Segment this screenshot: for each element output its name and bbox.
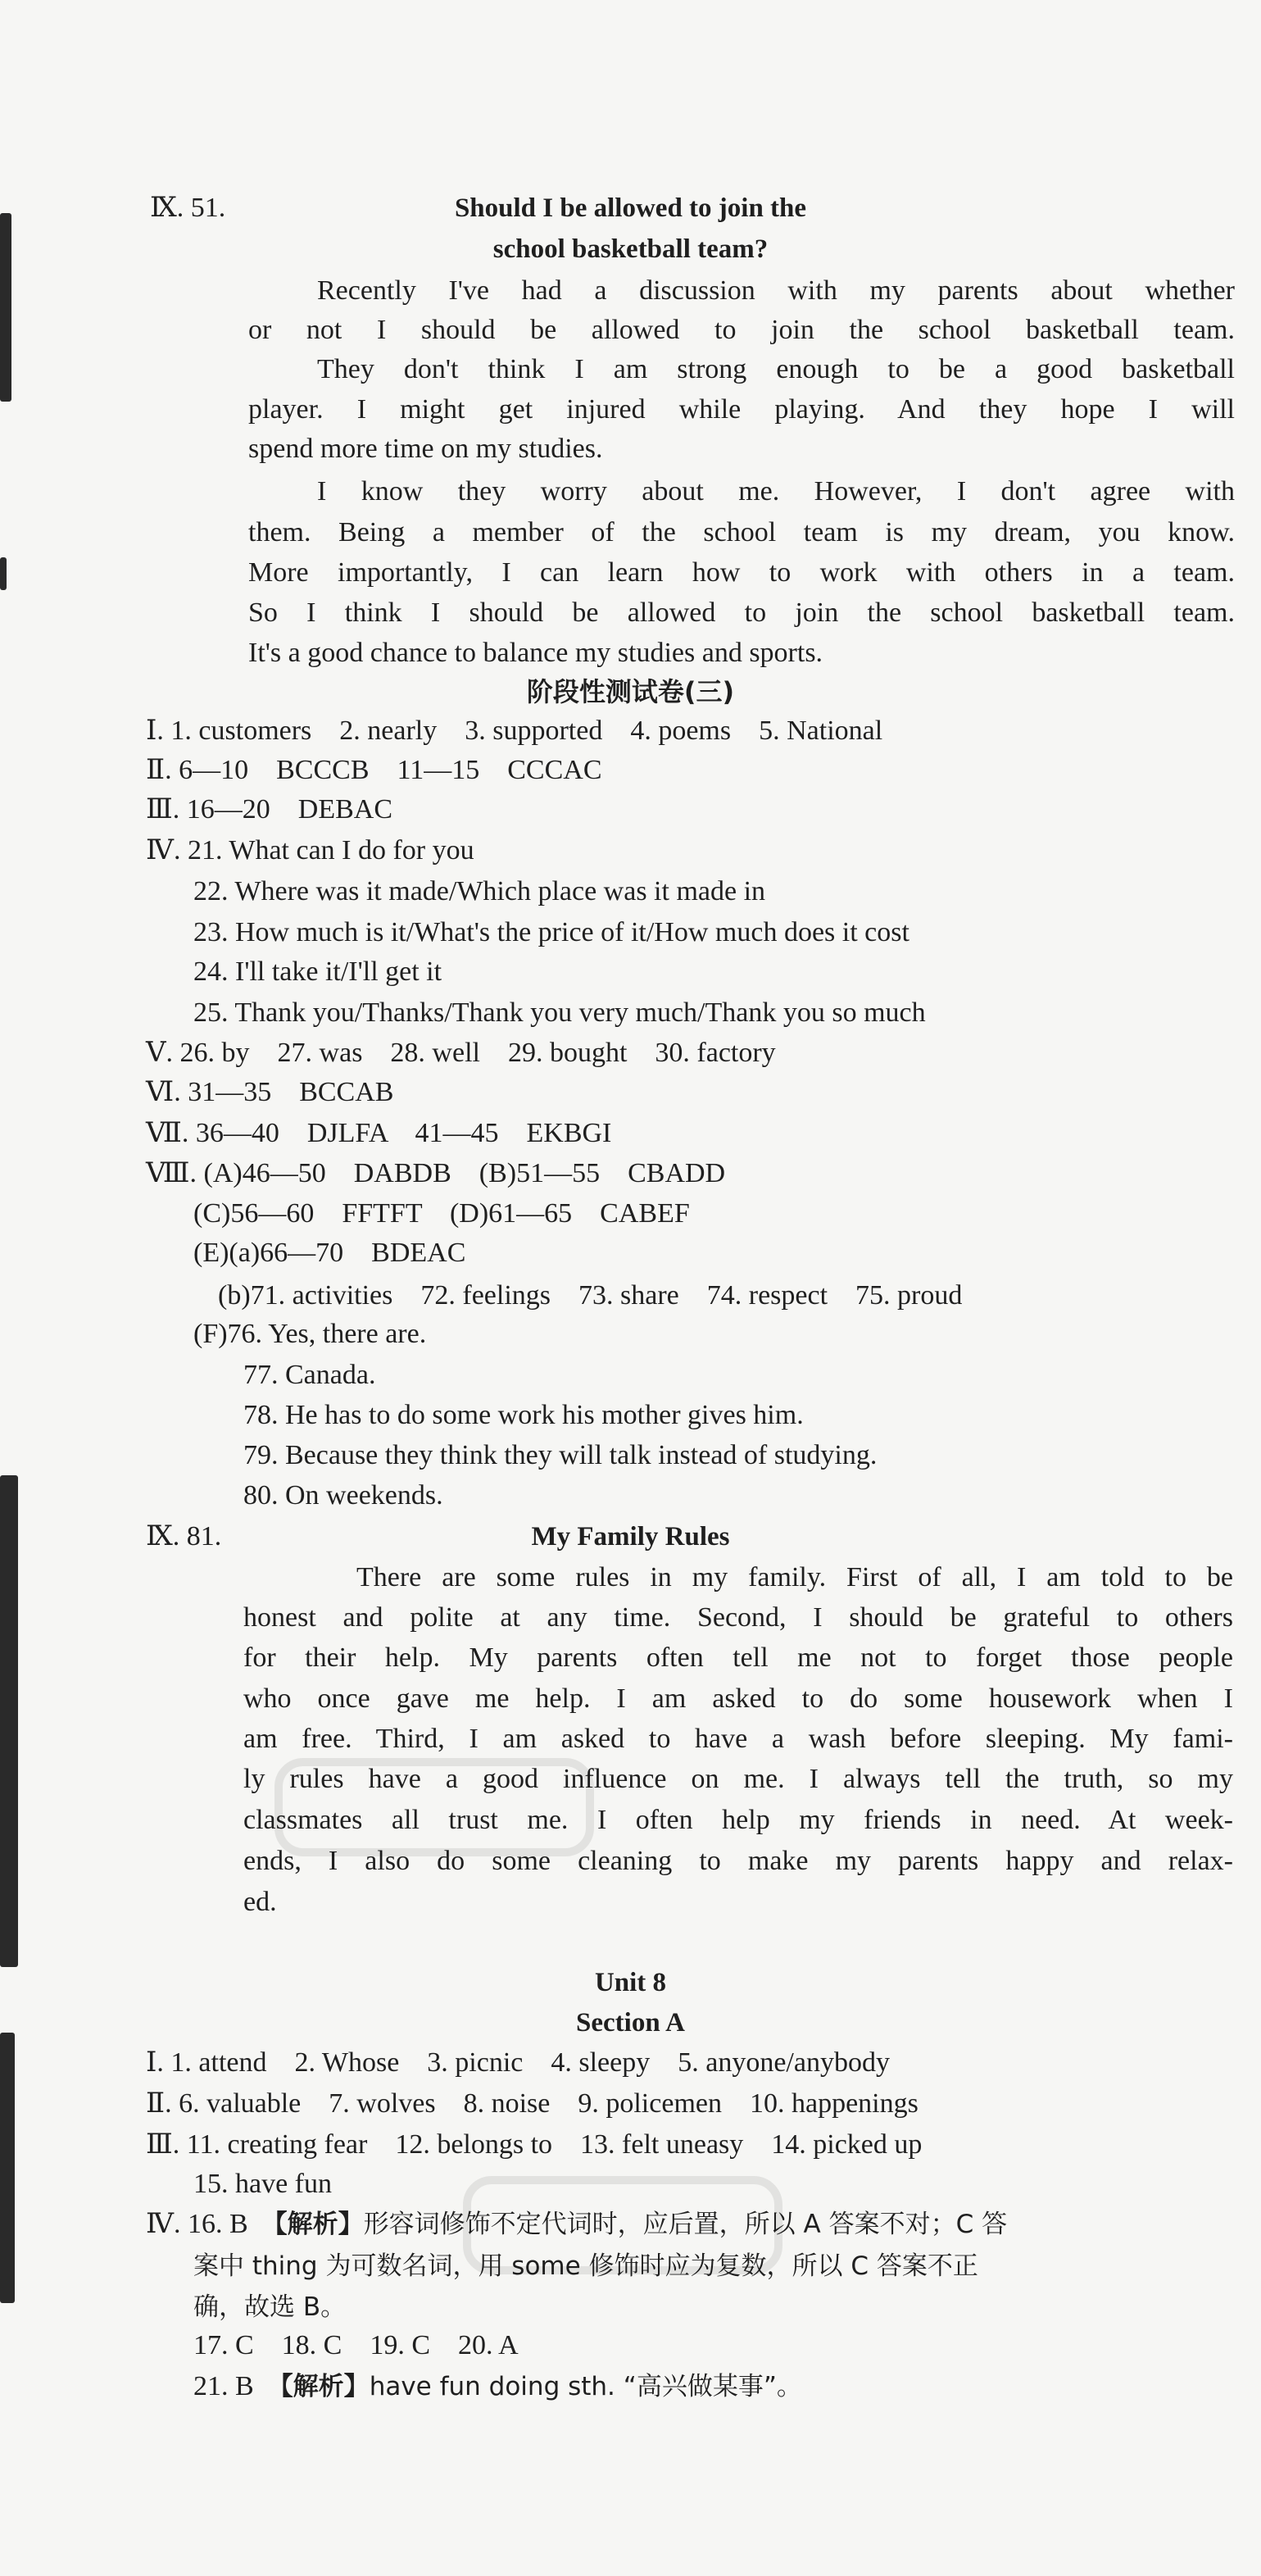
essay-line: They don't think I am strong enough to be a good basketball [317,354,1235,384]
question-number: Ⅸ. 51. [150,193,226,223]
answer-number: Ⅳ. 16. B [146,2209,262,2239]
answer-line: 22. Where was it made/Which place was it made in [193,876,766,906]
essay-line: There are some rules in my family. First of all, I am told to be [356,1562,1233,1592]
essay-line: player. I might get injured while playing. And they hope I will [248,394,1235,425]
answer-line: Ⅱ. 6. valuable 7. wolves 8. noise 9. policemen 10. happenings [146,2088,919,2119]
test-title: 阶段性测试卷(三) [526,676,735,707]
essay-line: honest and polite at any time. Second, I should be grateful to others [243,1602,1233,1633]
answer-line: Ⅲ. 11. creating fear 12. belongs to 13. felt uneasy 14. picked up [146,2129,923,2160]
analysis-text: 形容词修饰不定代词时，应后置，所以 A 答案不对；C 答 [363,2210,1008,2239]
answer-line: Ⅲ. 16—20 DEBAC [146,794,393,825]
analysis-text: 确，故选 B。 [193,2292,347,2322]
essay-title: Should I be allowed to join the [454,193,807,223]
scan-edge-mark [0,2033,15,2303]
essay-line: More importantly, I can learn how to work with others in a team. [248,557,1235,588]
answer-line: Ⅰ. 1. attend 2. Whose 3. picnic 4. sleepy 5. anyone/anybody [146,2047,890,2078]
scan-edge-mark [0,557,7,590]
answer-line: 15. have fun [193,2169,333,2199]
section-title: Section A [576,2008,685,2038]
unit-title: Unit 8 [594,1968,667,1997]
answer-number: 21. B [193,2371,268,2401]
essay-line: classmates all trust me. I often help my friends in need. At week- [243,1805,1233,1835]
answer-line: 80. On weekends. [243,1480,443,1511]
essay-title: school basketball team? [492,234,769,264]
essay-line: So I think I should be allowed to join the school basketball team. [248,597,1235,628]
watermark-stamp [459,2164,787,2287]
essay-line: or not I should be allowed to join the school basketball team. [248,315,1235,345]
essay-line: It's a good chance to balance my studies and sports. [248,638,823,668]
answer-line: Ⅶ. 36—40 DJLFA 41—45 EKBGI [146,1118,612,1148]
essay-line: them. Being a member of the school team is my dream, you know. [248,517,1235,547]
essay-line: who once gave me help. I am asked to do some housework when I [243,1683,1233,1714]
essay-title: My Family Rules [531,1522,730,1552]
essay-line: for their help. My parents often tell me not to forget those people [243,1642,1233,1673]
essay-line: ly rules have a good influence on me. I always tell the truth, so my [243,1764,1233,1794]
essay-line: Recently I've had a discussion with my parents about whether [317,275,1235,306]
analysis-text: 案中 thing 为可数名词，用 some 修饰时应为复数，所以 C 答案不正 [193,2251,978,2281]
essay-line: am free. Third, I am asked to have a wash before sleeping. My fami- [243,1724,1233,1754]
analysis-tag: 【解析】 [267,2372,370,2401]
answer-line: Ⅴ. 26. by 27. was 28. well 29. bought 30. factory [146,1038,776,1068]
answer-line-21 [193,2369,802,2405]
answer-line: (b)71. activities 72. feelings 73. share 74. respect 75. proud [218,1280,963,1311]
answer-line: 24. I'll take it/I'll get it [193,956,442,987]
answer-line: Ⅵ. 31—35 BCCAB [146,1077,394,1107]
answer-line: Ⅰ. 1. customers 2. nearly 3. supported 4. poems 5. National [146,716,883,746]
answer-line: (F)76. Yes, there are. [193,1319,427,1349]
question-number: Ⅸ. 81. [146,1521,222,1552]
watermark-stamp [270,1746,598,1869]
answer-line: (E)(a)66—70 BDEAC [193,1238,466,1268]
answer-line: (C)56—60 FFTFT (D)61—65 CABEF [193,1198,690,1229]
analysis-text: have fun doing sth. “高兴做某事”。 [369,2372,802,2401]
answer-line: 25. Thank you/Thanks/Thank you very much/Thank you so much [193,997,926,1028]
answer-line: Ⅳ. 21. What can I do for you [146,835,474,865]
essay-line: ed. [243,1887,277,1917]
answer-line: Ⅱ. 6—10 BCCCB 11—15 CCCAC [146,755,602,785]
answer-line: 79. Because they think they will talk instead of studying. [243,1440,878,1470]
essay-line: ends, I also do some cleaning to make my parents happy and relax- [243,1846,1233,1876]
answer-line: 17. C 18. C 19. C 20. A [193,2330,519,2360]
analysis-tag: 【解析】 [261,2210,364,2239]
answer-line: 23. How much is it/What's the price of it/How much does it cost [193,917,909,947]
answer-line: 77. Canada. [243,1360,376,1390]
answer-line: 78. He has to do some work his mother gives him. [243,1400,804,1430]
essay-line: spend more time on my studies. [248,434,603,464]
answer-line: Ⅷ. (A)46—50 DABDB (B)51—55 CBADD [146,1158,726,1188]
essay-line: I know they worry about me. However, I don't agree with [317,476,1235,507]
